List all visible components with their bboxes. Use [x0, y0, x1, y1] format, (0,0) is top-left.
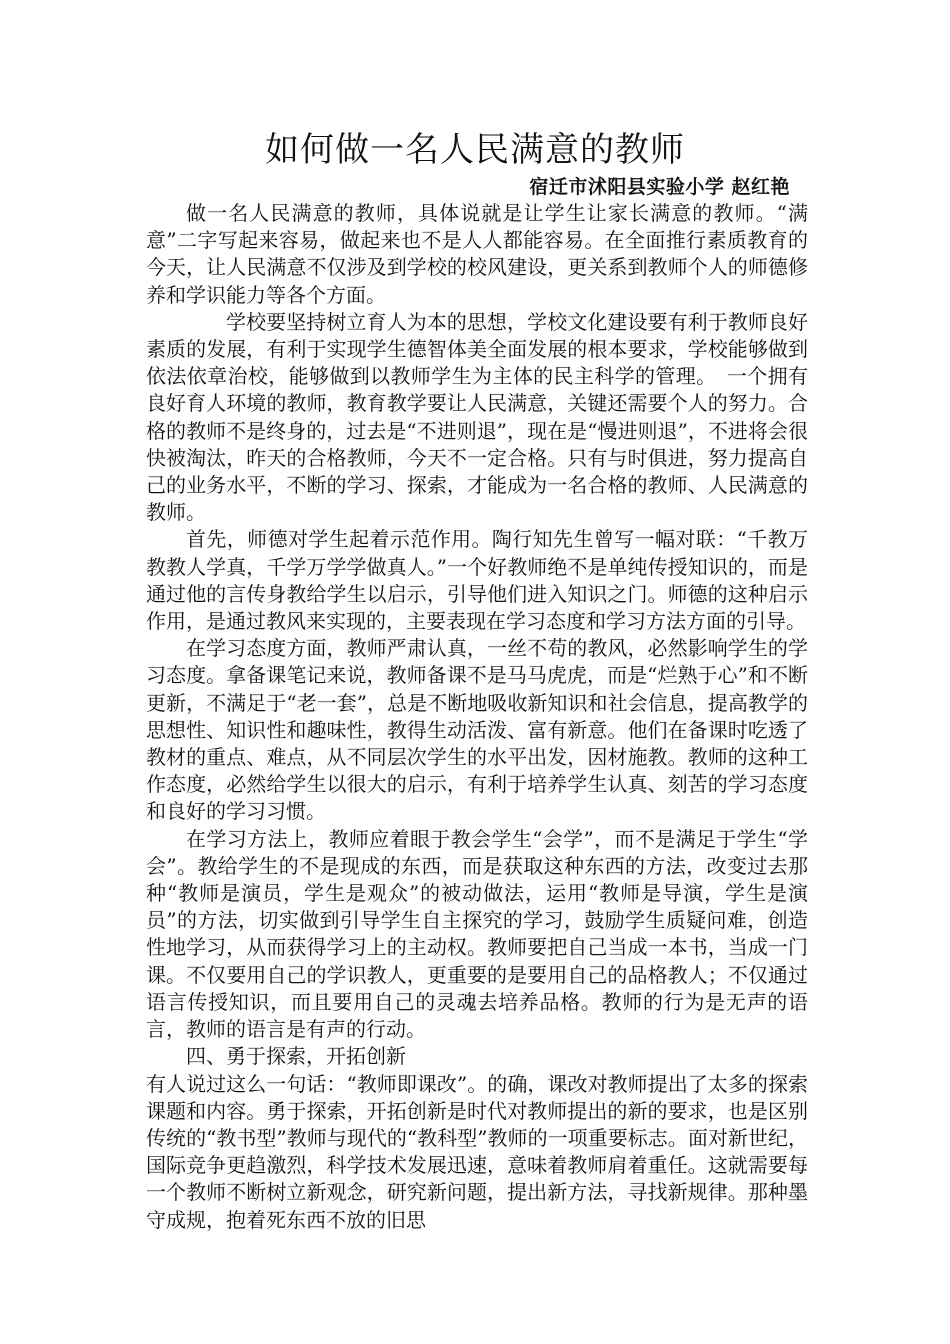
document-title: 如何做一名人民满意的教师	[265, 130, 685, 170]
paragraph-school: 学校要坚持树立育人为本的思想，学校文化建设要有利于教师良好素质的发展，有利于实现学生德智体美全面发展的根本要求，学校能够做到依法依章治校，能够做到以教师学生为主体的民主科学的管理。 一个拥有良好育人环境的教师，教育教学要让人民满意，关键还需要个人的努力。合格的教师不是终身的，过去是“不进则退”，现在是“慢进则退”，不进将会很快被淘汰，昨天的合格教师，今天不一定合格。只有与时俱进，努力提高自己的业务水平，不断的学习、探索，才能成为一名合格的教师、人民满意的教师。	[146, 309, 808, 525]
paragraph-intro: 做一名人民满意的教师，具体说就是让学生让家长满意的教师。“满意”二字写起来容易，做起来也不是人人都能容易。在全面推行素质教育的今天，让人民满意不仅涉及到学校的校风建设，更关系到教师个人的师德修养和学识能力等各个方面。	[146, 201, 808, 307]
paragraph-attitude: 在学习态度方面，教师严肃认真，一丝不苟的教风，必然影响学生的学习态度。拿备课笔记来说，教师备课不是马马虎虎，而是“烂熟于心”和不断更新，不满足于“老一套”，总是不断地吸收新知识和社会信息，提高教学的思想性、知识性和趣味性，教得生动活泼、富有新意。他们在备课时吃透了教材的重点、难点，从不同层次学生的水平出发，因材施教。教师的这种工作态度，必然给学生以很大的启示，有利于培养学生认真、刻苦的学习态度和良好的学习习惯。	[146, 636, 808, 824]
document-author: 宿迁市沭阳县实验小学 赵红艳	[529, 176, 790, 198]
section-heading-explore: 四、勇于探索，开拓创新	[186, 1044, 406, 1069]
paragraph-ethics: 首先，师德对学生起着示范作用。陶行知先生曾写一幅对联：“千教万教教人学真，千学万学学做真人。”一个好教师绝不是单纯传授知识的，而是通过他的言传身教给学生以启示，引导他们进入知识之门。师德的这种启示作用，是通过教风来实现的，主要表现在学习态度和学习方法方面的引导。	[146, 527, 808, 634]
paragraph-method: 在学习方法上，教师应着眼于教会学生“会学”，而不是满足于学生“学会”。教给学生的不是现成的东西，而是获取这种东西的方法，改变过去那种“教师是演员，学生是观众”的被动做法，运用“教师是导演，学生是演员”的方法，切实做到引导学生自主探究的学习，鼓励学生质疑问难，创造性地学习，从而获得学习上的主动权。教师要把自己当成一本书，当成一门课。不仅要用自己的学识教人，更重要的是要用自己的品格教人；不仅通过语言传授知识，而且要用自己的灵魂去培养品格。教师的行为是无声的语言，教师的语言是有声的行动。	[146, 826, 808, 1042]
document-body	[146, 200, 808, 1234]
paragraph-innovation: 有人说过这么一句话：“教师即课改”。的确，课改对教师提出了太多的探索课题和内容。勇于探索，开拓创新是时代对教师提出的新的要求，也是区别传统的“教书型”教师与现代的“教科型”教师的一项重要标志。面对新世纪，国际竞争更趋激烈，科学技术发展迅速，意味着教师肩着重任。这就需要每一个教师不断树立新观念，研究新问题，提出新方法，寻找新规律。那种墨守成规，抱着死东西不放的旧思	[146, 1071, 808, 1232]
